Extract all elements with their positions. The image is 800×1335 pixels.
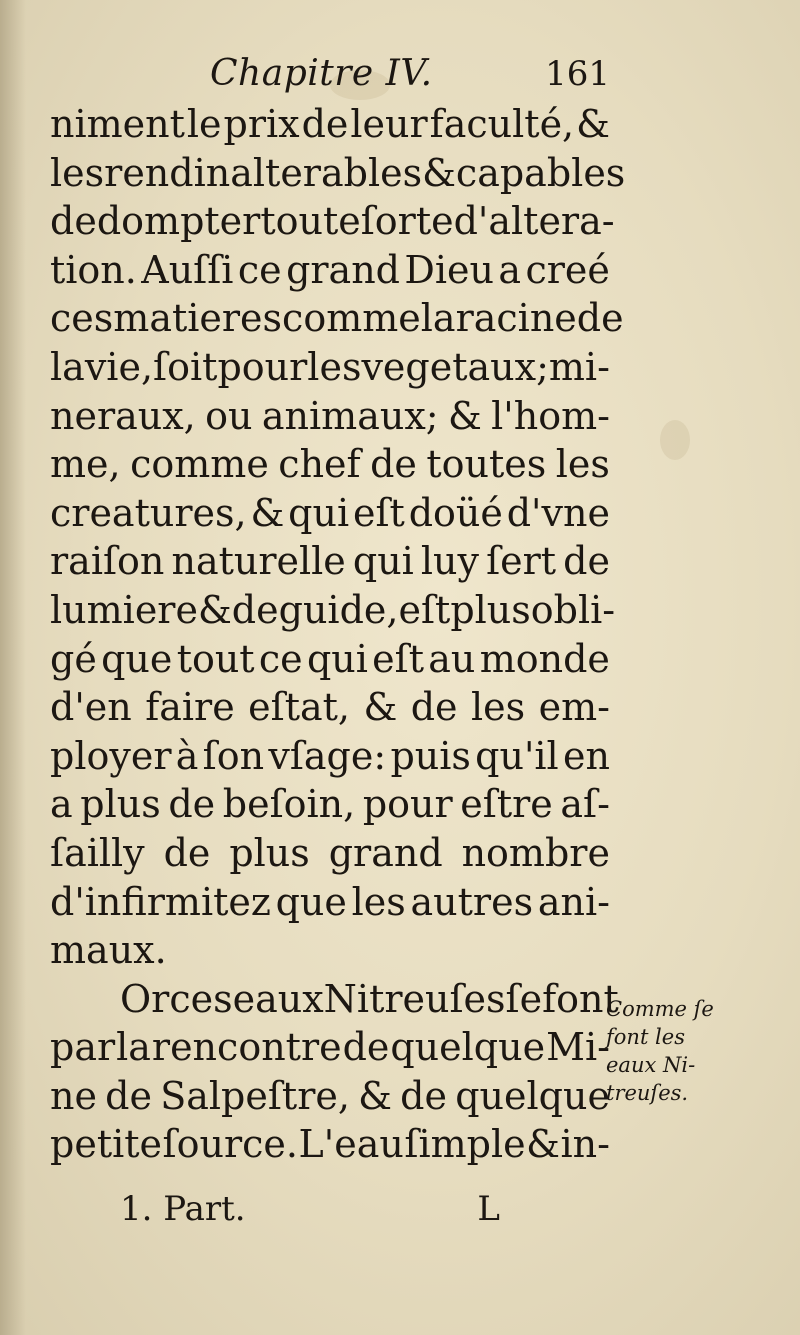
word: d'altera- xyxy=(453,199,615,244)
word: doüé xyxy=(408,490,503,535)
word: les xyxy=(351,879,406,924)
word: toutes xyxy=(426,442,547,487)
word: rencontre xyxy=(151,1025,342,1070)
word: de xyxy=(301,102,349,146)
word: grand xyxy=(328,830,443,875)
text-line xyxy=(50,635,610,684)
word: quelque xyxy=(455,1073,610,1118)
word: ces xyxy=(50,296,114,341)
word: in- xyxy=(560,1122,610,1167)
word: d'infirmitez xyxy=(50,879,271,924)
word: Dieu xyxy=(404,247,495,292)
word: aſ- xyxy=(560,782,610,827)
word: vegetaux; xyxy=(361,344,549,389)
word: de xyxy=(342,1025,390,1070)
word: vie, xyxy=(84,344,154,389)
text-line xyxy=(50,246,610,295)
paragraph-start-line xyxy=(50,975,619,1024)
word: vſage: xyxy=(268,733,387,778)
word: les xyxy=(471,685,526,730)
body-text xyxy=(50,100,626,1169)
text-line xyxy=(50,1023,610,1072)
text-line xyxy=(50,586,616,635)
word: ſailly xyxy=(50,830,145,875)
word: de xyxy=(231,587,279,632)
word: lumiere xyxy=(50,587,198,632)
text-line xyxy=(50,829,610,878)
word: & xyxy=(250,490,285,535)
word: pour xyxy=(362,782,453,827)
word: qui xyxy=(288,490,350,535)
word: ces xyxy=(169,976,233,1021)
page-number: 161 xyxy=(545,54,610,94)
word: plus xyxy=(229,830,310,875)
text-line xyxy=(50,1120,610,1169)
word: petite xyxy=(50,1122,162,1167)
word: Salpeſtre, xyxy=(160,1073,350,1118)
word: de xyxy=(576,296,624,341)
word: de xyxy=(563,539,610,584)
word: leur xyxy=(350,102,428,146)
text-line xyxy=(50,343,610,392)
word: de xyxy=(50,199,97,244)
word: tion. xyxy=(50,247,137,292)
word: plus xyxy=(450,587,531,632)
margin-note-line: eaux Ni- xyxy=(606,1053,696,1077)
word: & xyxy=(576,102,610,146)
text-line xyxy=(50,149,626,198)
word: eſt xyxy=(372,636,424,681)
text-line xyxy=(50,732,610,781)
word: de xyxy=(410,685,458,730)
word: la xyxy=(50,344,85,389)
word: qui xyxy=(352,539,414,584)
word: faculté, xyxy=(429,102,575,146)
margin-note-line: treuſes. xyxy=(606,1081,689,1105)
text-line xyxy=(50,683,610,732)
word: que xyxy=(275,879,347,924)
word: Or xyxy=(120,976,170,1021)
word: comme xyxy=(282,296,421,341)
word: em- xyxy=(538,685,610,730)
word: eſt xyxy=(398,587,451,632)
text-line xyxy=(50,489,610,538)
word: ſource. xyxy=(162,1122,298,1167)
word: Mi- xyxy=(546,1025,610,1070)
word: ſon xyxy=(202,733,265,778)
margin-note-line: font les xyxy=(606,1025,685,1049)
word: toute xyxy=(260,199,361,244)
text-line: maux. xyxy=(50,928,167,973)
word: qui xyxy=(306,636,368,681)
text-line xyxy=(50,440,610,489)
text-line xyxy=(50,100,610,149)
word: eſtat, xyxy=(248,685,350,730)
word: ani- xyxy=(537,879,610,924)
word: matieres xyxy=(113,296,283,341)
running-head xyxy=(210,50,610,100)
signature-mark: 1. Part. xyxy=(120,1189,246,1229)
word: beſoin, xyxy=(222,782,356,827)
word: ou xyxy=(205,393,253,438)
page-gutter-shadow xyxy=(0,0,26,1335)
word: eſtre xyxy=(460,782,553,827)
word: L'eau xyxy=(298,1122,404,1167)
word: plus xyxy=(80,782,161,827)
text-line xyxy=(50,780,610,829)
word: obli- xyxy=(530,587,616,632)
gathering-letter: L xyxy=(477,1189,500,1229)
word: par xyxy=(50,1025,116,1070)
word: les xyxy=(50,150,105,195)
chapter-title: Chapitre IV. xyxy=(210,53,433,94)
paper-stain xyxy=(660,420,690,460)
word: naturelle xyxy=(171,539,346,584)
word: pour xyxy=(217,344,308,389)
word: neraux, xyxy=(50,393,196,438)
word: & xyxy=(526,1122,560,1167)
word: nombre xyxy=(461,830,610,875)
word: ſe xyxy=(505,976,543,1021)
word: qu'il xyxy=(475,733,559,778)
word: d'en xyxy=(50,685,132,730)
text-line xyxy=(50,878,610,927)
text-line xyxy=(50,197,615,246)
text-line xyxy=(50,537,610,586)
word: & xyxy=(358,1073,392,1118)
word: Auſſi xyxy=(141,247,234,292)
word: dompter xyxy=(96,199,261,244)
word: tout xyxy=(176,636,255,681)
word: quelque xyxy=(390,1025,546,1070)
word: ſorte xyxy=(360,199,454,244)
page-footer xyxy=(120,1185,500,1233)
word: d'vne xyxy=(506,490,610,535)
word: ployer xyxy=(50,733,172,778)
word: eſt xyxy=(352,490,405,535)
word: & xyxy=(447,393,482,438)
word: chef xyxy=(278,442,361,487)
word: a xyxy=(498,247,522,292)
word: faire xyxy=(145,685,235,730)
word: ſoit xyxy=(153,344,218,389)
word: ce xyxy=(258,636,303,681)
word: grand xyxy=(286,247,401,292)
word: creatures, xyxy=(50,490,247,535)
word: en xyxy=(562,733,610,778)
text-line xyxy=(50,1072,610,1121)
word: capables xyxy=(455,150,626,195)
word: inalterables xyxy=(193,150,423,195)
word: ſimple xyxy=(404,1122,526,1167)
word: prix xyxy=(223,102,300,146)
word: les xyxy=(555,442,610,487)
word: de xyxy=(168,782,216,827)
word: & xyxy=(422,150,456,195)
word: monde xyxy=(479,636,610,681)
word: me, xyxy=(50,442,121,487)
word: que xyxy=(101,636,173,681)
word: rend xyxy=(104,150,194,195)
word: puis xyxy=(390,733,471,778)
word: luy xyxy=(420,539,480,584)
word: ſert xyxy=(486,539,557,584)
word: ne xyxy=(50,1073,97,1118)
text-line xyxy=(50,294,624,343)
word: comme xyxy=(130,442,269,487)
word: de xyxy=(105,1073,152,1118)
word: autres xyxy=(410,879,534,924)
word: raiſon xyxy=(50,539,165,584)
word: a xyxy=(50,782,73,827)
word: & xyxy=(363,685,398,730)
word: la xyxy=(116,1025,151,1070)
text-line xyxy=(50,392,610,441)
word: & xyxy=(197,587,232,632)
word: au xyxy=(428,636,476,681)
word: Nitreuſes xyxy=(323,976,506,1021)
word: mi- xyxy=(548,344,610,389)
word: guide, xyxy=(278,587,399,632)
word: de xyxy=(163,830,211,875)
word: le xyxy=(186,102,222,146)
word: racine xyxy=(455,296,577,341)
margin-note-line: Comme ſe xyxy=(606,997,714,1021)
word: niment xyxy=(50,102,185,146)
margin-note xyxy=(606,995,756,1107)
word: animaux; xyxy=(261,393,439,438)
word: la xyxy=(420,296,456,341)
word: de xyxy=(400,1073,447,1118)
word: de xyxy=(370,442,417,487)
word: l'hom- xyxy=(491,393,610,438)
word: eaux xyxy=(232,976,324,1021)
word: font xyxy=(542,976,619,1021)
word: les xyxy=(307,344,362,389)
word: creé xyxy=(525,247,610,292)
word: à xyxy=(175,733,199,778)
word: ce xyxy=(237,247,282,292)
word: gé xyxy=(50,636,97,681)
